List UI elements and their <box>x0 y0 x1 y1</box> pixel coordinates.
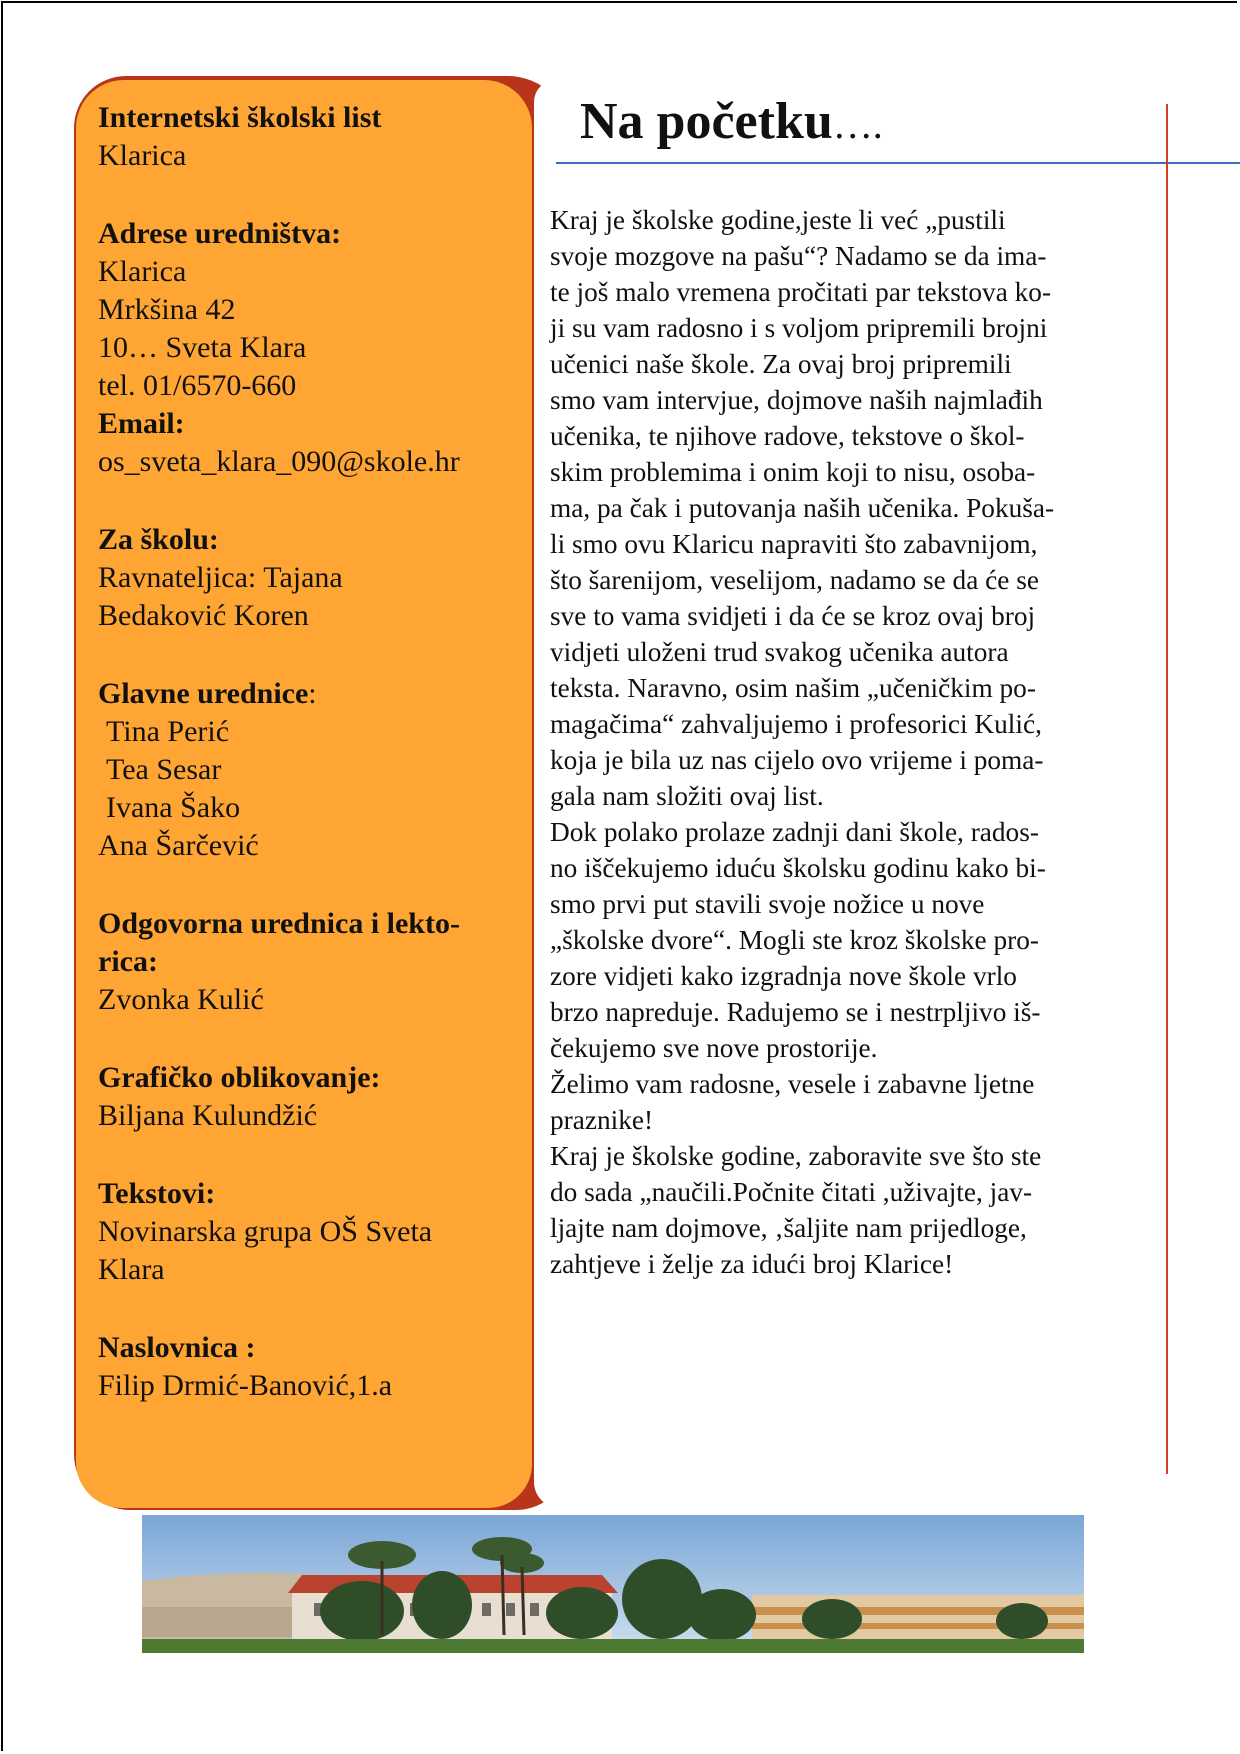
editor-name: Tina Perić <box>106 715 230 748</box>
editors-section <box>98 675 512 865</box>
editors-heading <box>98 675 512 713</box>
article-line: do sada „naučili.Počnite čitati ,uživajte, jav- <box>550 1177 1033 1207</box>
editors-label: Glavne urednice <box>98 677 309 710</box>
article-line: teksta. Naravno, osim našim „učeničkim po- <box>550 673 1036 703</box>
texts-line: Novinarska grupa OŠ Sveta <box>98 1215 433 1248</box>
article-line: „školske dvore“. Mogli ste kroz školske pro- <box>550 925 1039 955</box>
article-line: Dok polako prolaze zadnji dani škole, rados- <box>550 817 1039 847</box>
article-line: smo vam intervjue, dojmove naših najmlađih <box>550 385 1043 415</box>
article-line: učenici naše škole. Za ovaj broj pripremili <box>550 349 1012 379</box>
article-line: Kraj je školske godine, zaboravite sve što ste <box>550 1141 1042 1171</box>
editor-name: Ana Šarčević <box>98 829 259 862</box>
article-line: smo prvi put stavili svoje nožice u nove <box>550 889 985 919</box>
article-line: Kraj je školske godine,jeste li već „pustili <box>550 205 1006 235</box>
address-section <box>98 215 512 481</box>
article-title-text: Na početku <box>580 93 833 150</box>
article-line: ma, pa čak i putovanja naših učenika. Pokuša- <box>550 493 1055 523</box>
design-section <box>98 1059 512 1135</box>
email-value: os_sveta_klara_090@skole.hr <box>98 445 460 478</box>
school-section <box>98 521 512 635</box>
phone-line: tel. 01/6570-660 <box>98 369 297 402</box>
article-line: te još malo vremena pročitati par tekstova ko- <box>550 277 1052 307</box>
design-name: Biljana Kulundžić <box>98 1099 318 1132</box>
right-margin-rule <box>1166 104 1168 1474</box>
texts-label: Tekstovi: <box>98 1177 216 1210</box>
article-line: magačima“ zahvaljujemo i profesorici Kulić, <box>550 709 1042 739</box>
article-title <box>580 84 883 163</box>
school-label: Za školu: <box>98 523 219 556</box>
article-body <box>550 202 1130 1282</box>
masthead-name: Klarica <box>98 139 187 172</box>
title-rule <box>556 162 1240 164</box>
article-line: vidjeti uloženi trud svakog učenika autora <box>550 637 1009 667</box>
article-line: koja je bila uz nas cijelo ovo vrijeme i poma- <box>550 745 1044 775</box>
article-line: ljajte nam dojmove, ‚šaljite nam prijedloge, <box>550 1213 1027 1243</box>
article-line: no iščekujemo iduću školsku godinu kako bi- <box>550 853 1046 883</box>
article-line: čekujemo sve nove prostorije. <box>550 1033 878 1063</box>
responsible-editor-section <box>98 905 512 1019</box>
principal-line: Ravnateljica: Tajana <box>98 561 343 594</box>
principal-line: Bedaković Koren <box>98 599 309 632</box>
editor-name: Ivana Šako <box>106 791 241 824</box>
article-line: gala nam složiti ovaj list. <box>550 781 824 811</box>
school-building-photo <box>142 1515 1084 1653</box>
article-title-suffix: …. <box>832 102 883 147</box>
address-label: Adrese uredništva: <box>98 217 342 250</box>
article-line: brzo napreduje. Radujemo se i nestrpljivo iš- <box>550 997 1041 1027</box>
design-label: Grafičko oblikovanje: <box>98 1061 381 1094</box>
article-line: praznike! <box>550 1105 654 1135</box>
texts-line: Klara <box>98 1253 165 1286</box>
address-line: 10… Sveta Klara <box>98 331 307 364</box>
responsible-label: Odgovorna urednica i lekto- <box>98 907 460 940</box>
article-line: li smo ovu Klaricu napraviti što zabavnijom, <box>550 529 1038 559</box>
editor-name: Tea Sesar <box>106 753 222 786</box>
address-line: Klarica <box>98 255 187 288</box>
article-line: svoje mozgove na pašu“? Nadamo se da ima- <box>550 241 1047 271</box>
masthead-title: Internetski školski list <box>98 101 382 134</box>
cover-name: Filip Drmić-Banović,1.a <box>98 1369 393 1402</box>
responsible-name: Zvonka Kulić <box>98 983 264 1016</box>
article-line: skim problemima i onim koji to nisu, osoba- <box>550 457 1036 487</box>
article-line: što šarenijom, veselijom, nadamo se da će se <box>550 565 1039 595</box>
cover-section <box>98 1329 512 1405</box>
article-line: zahtjeve i želje za idući broj Klarice! <box>550 1249 954 1279</box>
article-line: Želimo vam radosne, vesele i zabavne ljetne <box>550 1069 1035 1099</box>
responsible-label: rica: <box>98 945 158 978</box>
texts-section <box>98 1175 512 1289</box>
impressum-sidebar <box>76 80 532 1508</box>
address-line: Mrkšina 42 <box>98 293 236 326</box>
cover-label: Naslovnica : <box>98 1331 256 1364</box>
article-line: zore vidjeti kako izgradnja nove škole vrlo <box>550 961 1017 991</box>
article-line: učenika, te njihove radove, tekstove o škol- <box>550 421 1025 451</box>
article-line: sve to vama svidjeti i da će se kroz ovaj broj <box>550 601 1036 631</box>
article-line: ji su vam radosno i s voljom pripremili brojni <box>550 313 1048 343</box>
masthead-section <box>98 99 512 175</box>
email-label: Email: <box>98 407 185 440</box>
editors-colon: : <box>308 677 317 710</box>
